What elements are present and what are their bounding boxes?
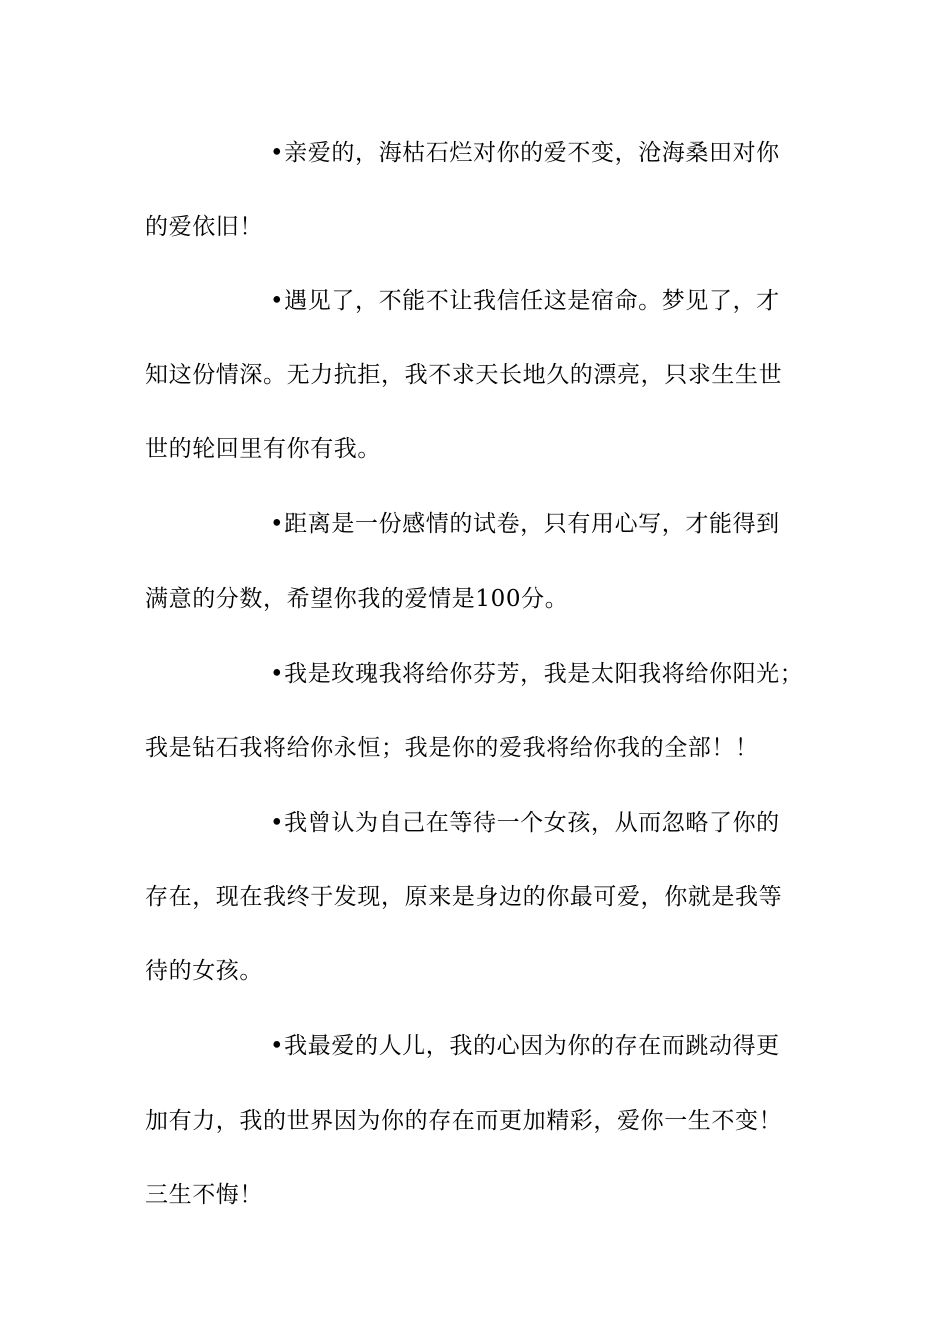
paragraph-1-line-2: 的爱依旧！ (145, 214, 263, 240)
paragraph-2-line-2: 知这份情深。无力抗拒，我不求天长地久的漂亮，只求生生世 (145, 362, 783, 388)
paragraph-3-line-2: 满意的分数，希望你我的爱情是100分。 (145, 586, 569, 612)
paragraph-2-line-1: •遇见了，不能不让我信任这是宿命。梦见了，才 (270, 288, 780, 314)
paragraph-6-line-3: 三生不悔！ (145, 1182, 263, 1208)
paragraph-4-line-2: 我是钻石我将给你永恒；我是你的爱我将给你我的全部！！ (145, 735, 759, 761)
paragraph-5-line-1: •我曾认为自己在等待一个女孩，从而忽略了你的 (270, 810, 780, 836)
paragraph-5-line-2: 存在，现在我终于发现，原来是身边的你最可爱，你就是我等 (145, 884, 783, 910)
paragraph-2-line-3: 世的轮回里有你有我。 (145, 436, 381, 462)
paragraph-6-line-1: •我最爱的人儿，我的心因为你的存在而跳动得更 (270, 1033, 780, 1059)
paragraph-1-line-1: •亲爱的，海枯石烂对你的爱不变，沧海桑田对你 (270, 140, 780, 166)
paragraph-4-line-1: •我是玫瑰我将给你芬芳，我是太阳我将给你阳光； (270, 661, 804, 687)
paragraph-6-line-2: 加有力，我的世界因为你的存在而更加精彩，爱你一生不变！ (145, 1108, 783, 1134)
paragraph-3-line-1: •距离是一份感情的试卷，只有用心写，才能得到 (270, 511, 780, 537)
paragraph-5-line-3: 待的女孩。 (145, 958, 263, 984)
